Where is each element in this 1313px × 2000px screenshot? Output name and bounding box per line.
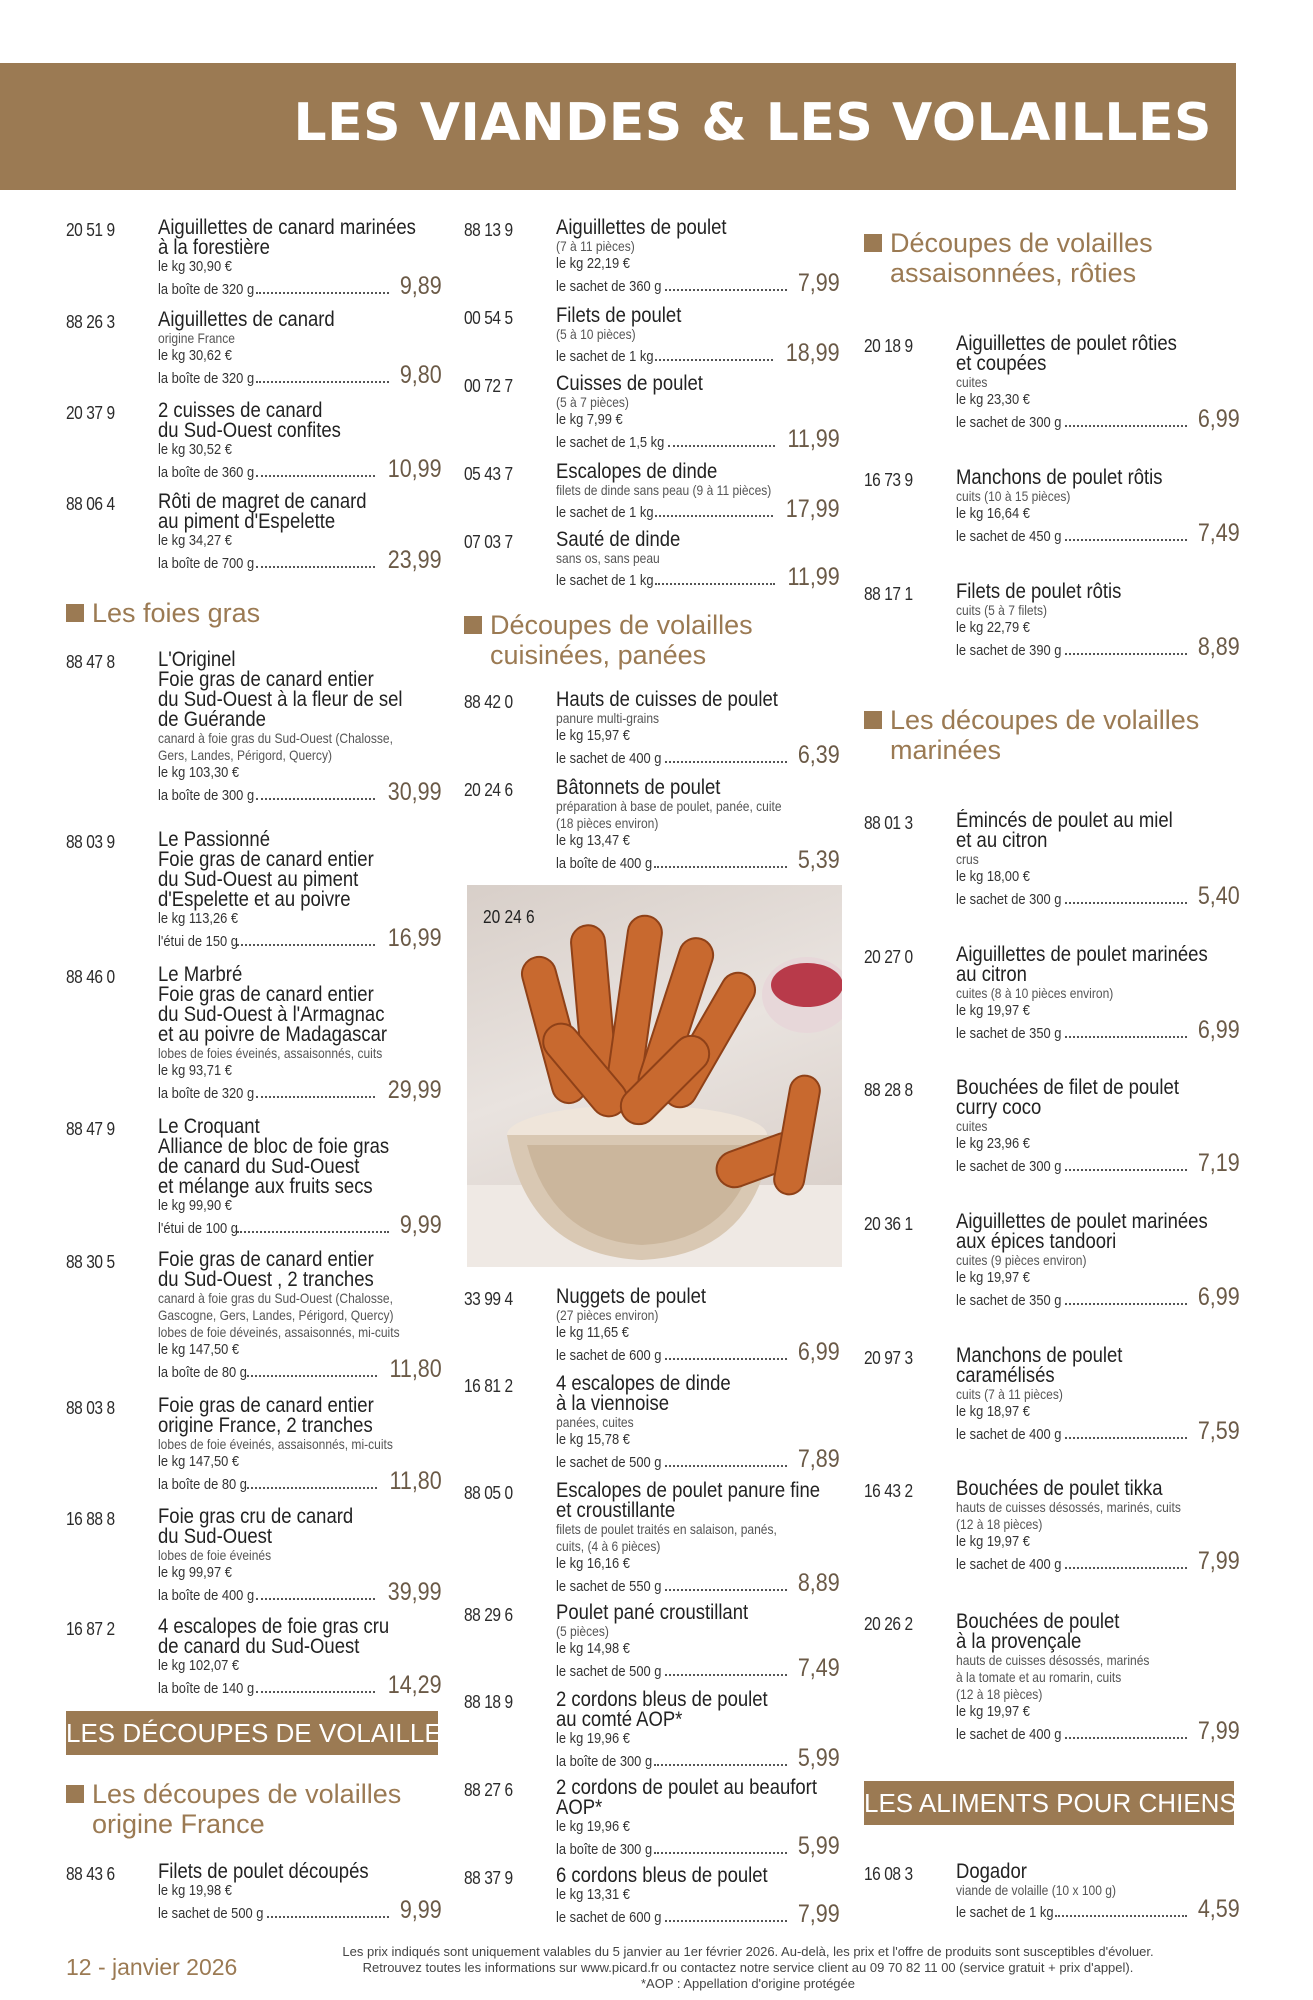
product-code: 88 13 9 (464, 220, 513, 240)
price: 11,80 (389, 1467, 442, 1495)
unit-price: le kg 11,65 € (556, 1324, 629, 1341)
category-title: Découpes de volailles assaisonnées, rôties (864, 228, 1240, 288)
product-name: Manchons de poulet rôtis (956, 466, 1163, 489)
package-size: le sachet de 360 g (556, 278, 662, 295)
price: 4,59 (1198, 1895, 1240, 1923)
page-title: LES VIANDES & LES VOLAILLES (293, 93, 1212, 153)
category-title: Découpes de volailles cuisinées, panées (464, 610, 840, 670)
product-code: 00 72 7 (464, 376, 513, 396)
product-code: 88 47 8 (66, 652, 115, 672)
product-name: Escalopes de dinde (556, 460, 718, 483)
package-size: la boîte de 400 g (556, 855, 653, 872)
product-name: 4 escalopes de foie gras cru de canard du Sud-Ouest (158, 1615, 390, 1658)
package-size: le sachet de 1 kg (556, 572, 654, 589)
product-name: Le Passionné Foie gras de canard entier du Sud-Ouest au piment d'Espelette et au poivre (158, 828, 374, 911)
package-size: le sachet de 400 g (956, 1426, 1062, 1443)
price: 5,39 (798, 846, 840, 874)
product-description: (5 pièces) (556, 1623, 609, 1639)
product-name: 4 escalopes de dinde à la viennoise (556, 1372, 731, 1415)
product-name: Bâtonnets de poulet (556, 776, 721, 799)
product-code: 88 03 9 (66, 832, 115, 852)
product-description: lobes de foie éveinés, assaisonnés, mi-cuits (158, 1436, 393, 1452)
price: 6,39 (798, 741, 840, 769)
product-name: Aiguillettes de poulet rôties et coupées (956, 332, 1177, 375)
price: 11,99 (787, 425, 840, 453)
product-name: L'Originel Foie gras de canard entier du Sud-Ouest à la fleur de sel de Guérande (158, 648, 403, 731)
product-name: Le Croquant Alliance de bloc de foie gras de canard du Sud-Ouest et mélange aux fruits secs (158, 1115, 390, 1198)
package-size: la boîte de 700 g (158, 555, 255, 572)
price: 7,19 (1198, 1149, 1240, 1177)
unit-price: le kg 99,90 € (158, 1197, 232, 1214)
product-code: 16 08 3 (864, 1864, 913, 1884)
price: 30,99 (388, 778, 442, 806)
unit-price: le kg 147,50 € (158, 1453, 240, 1470)
price: 8,89 (798, 1569, 840, 1597)
unit-price: le kg 147,50 € (158, 1341, 240, 1358)
unit-price: le kg 34,27 € (158, 532, 232, 549)
product-description: (27 pièces environ) (556, 1307, 659, 1323)
product-name: Aiguillettes de canard marinées à la forestière (158, 216, 416, 259)
unit-price: le kg 16,64 € (956, 505, 1030, 522)
unit-price: le kg 7,99 € (556, 411, 623, 428)
category-title: Les découpes de volailles marinées (864, 705, 1240, 765)
product-code: 20 36 1 (864, 1214, 913, 1234)
package-size: le sachet de 300 g (956, 891, 1062, 908)
product-description: cuites (8 à 10 pièces environ) (956, 985, 1114, 1001)
product-code: 07 03 7 (464, 532, 513, 552)
product-code: 16 81 2 (464, 1376, 513, 1396)
photo-product-code: 20 24 6 (483, 907, 535, 927)
product-name: Foie gras cru de canard du Sud-Ouest (158, 1505, 354, 1548)
price: 6,99 (1198, 1016, 1240, 1044)
unit-price: le kg 23,30 € (956, 391, 1030, 408)
page-number: 12 - janvier 2026 (66, 1954, 238, 1980)
product-code: 88 29 6 (464, 1605, 513, 1625)
package-size: le sachet de 600 g (556, 1909, 662, 1926)
product-description: filets de poulet traités en salaison, panés, cuits, (4 à 6 pièces) (556, 1521, 777, 1554)
product-name: Bouchées de filet de poulet curry coco (956, 1076, 1179, 1119)
package-size: le sachet de 400 g (556, 750, 662, 767)
price: 29,99 (388, 1076, 442, 1104)
product-description: hauts de cuisses désossés, marinés à la tomate et au romarin, cuits (12 à 18 pièces) (956, 1652, 1150, 1702)
product-code: 88 18 9 (464, 1692, 513, 1712)
product-description: cuites (956, 1118, 988, 1134)
unit-price: le kg 15,97 € (556, 727, 630, 744)
package-size: la boîte de 300 g (556, 1753, 653, 1770)
product-name: Escalopes de poulet panure fine et croustillante (556, 1479, 821, 1522)
price: 7,99 (798, 269, 840, 297)
product-name: Filets de poulet (556, 304, 682, 327)
package-size: le sachet de 500 g (556, 1663, 662, 1680)
package-size: le sachet de 300 g (956, 414, 1062, 431)
product-name: 6 cordons bleus de poulet (556, 1864, 768, 1887)
product-code: 20 97 3 (864, 1348, 913, 1368)
unit-price: le kg 30,90 € (158, 258, 232, 275)
product-description: cuites (956, 374, 988, 390)
chicken-sticks-illustration (467, 885, 842, 1267)
price: 16,99 (388, 924, 442, 952)
price: 7,89 (798, 1445, 840, 1473)
price: 7,49 (1198, 519, 1240, 547)
product-code: 33 99 4 (464, 1289, 513, 1309)
product-code: 88 27 6 (464, 1780, 513, 1800)
product-name: Filets de poulet découpés (158, 1860, 369, 1883)
price: 39,99 (388, 1578, 442, 1606)
package-size: le sachet de 400 g (956, 1556, 1062, 1573)
unit-price: le kg 18,97 € (956, 1403, 1030, 1420)
square-icon (464, 616, 482, 634)
product-name: Aiguillettes de poulet marinées aux épices tandoori (956, 1210, 1208, 1253)
price: 5,99 (798, 1744, 840, 1772)
product-code: 88 42 0 (464, 692, 513, 712)
product-name: Rôti de magret de canard au piment d'Espelette (158, 490, 367, 533)
product-code: 88 26 3 (66, 312, 115, 332)
product-description: hauts de cuisses désossés, marinés, cuits (12 à 18 pièces) (956, 1499, 1181, 1532)
product-name: Nuggets de poulet (556, 1285, 707, 1308)
product-name: Manchons de poulet caramélisés (956, 1344, 1123, 1387)
unit-price: le kg 19,96 € (556, 1818, 630, 1835)
product-name: Hauts de cuisses de poulet (556, 688, 778, 711)
unit-price: le kg 18,00 € (956, 868, 1030, 885)
product-code: 20 27 0 (864, 947, 913, 967)
price: 11,99 (787, 563, 840, 591)
price: 9,80 (400, 361, 442, 389)
product-photo (467, 885, 842, 1267)
unit-price: le kg 113,26 € (158, 910, 239, 927)
unit-price: le kg 102,07 € (158, 1657, 240, 1674)
product-description: cuits (7 à 11 pièces) (956, 1386, 1063, 1402)
package-size: le sachet de 550 g (556, 1578, 662, 1595)
package-size: le sachet de 400 g (956, 1726, 1062, 1743)
product-code: 16 88 8 (66, 1509, 115, 1529)
product-code: 16 73 9 (864, 470, 913, 490)
package-size: la boîte de 300 g (556, 1841, 653, 1858)
product-code: 88 47 9 (66, 1119, 115, 1139)
price: 7,59 (1198, 1417, 1240, 1445)
product-name: 2 cordons de poulet au beaufort AOP* (556, 1776, 817, 1819)
product-description: origine France (158, 330, 235, 346)
price: 7,49 (798, 1654, 840, 1682)
unit-price: le kg 22,79 € (956, 619, 1030, 636)
price: 6,99 (798, 1338, 840, 1366)
product-code: 20 24 6 (464, 780, 513, 800)
price: 14,29 (388, 1671, 442, 1699)
square-icon (66, 604, 84, 622)
product-code: 20 18 9 (864, 336, 913, 356)
package-size: la boîte de 80 g (158, 1476, 247, 1493)
unit-price: le kg 14,98 € (556, 1640, 630, 1657)
unit-price: le kg 30,62 € (158, 347, 232, 364)
product-name: Émincés de poulet au miel et au citron (956, 809, 1173, 852)
price: 6,99 (1198, 405, 1240, 433)
product-code: 88 43 6 (66, 1864, 115, 1884)
product-code: 88 37 9 (464, 1868, 513, 1888)
package-size: la boîte de 320 g (158, 370, 255, 387)
unit-price: le kg 103,30 € (158, 764, 240, 781)
product-code: 88 30 5 (66, 1252, 115, 1272)
unit-price: le kg 23,96 € (956, 1135, 1030, 1152)
price: 5,99 (798, 1832, 840, 1860)
price: 17,99 (786, 495, 840, 523)
package-size: l'étui de 100 g (158, 1220, 238, 1237)
product-code: 16 87 2 (66, 1619, 115, 1639)
product-code: 88 05 0 (464, 1483, 513, 1503)
price: 8,89 (1198, 633, 1240, 661)
price: 10,99 (388, 455, 442, 483)
product-code: 88 06 4 (66, 494, 115, 514)
product-description: crus (956, 851, 979, 867)
product-name: Dogador (956, 1860, 1027, 1883)
product-description: (5 à 10 pièces) (556, 326, 636, 342)
unit-price: le kg 16,16 € (556, 1555, 630, 1572)
unit-price: le kg 19,98 € (158, 1882, 232, 1899)
package-size: la boîte de 400 g (158, 1587, 255, 1604)
unit-price: le kg 13,31 € (556, 1886, 630, 1903)
product-name: Cuisses de poulet (556, 372, 703, 395)
product-description: cuites (9 pièces environ) (956, 1252, 1087, 1268)
product-name: Bouchées de poulet à la provençale (956, 1610, 1120, 1653)
price: 7,99 (1198, 1547, 1240, 1575)
product-code: 88 01 3 (864, 813, 913, 833)
price: 6,99 (1198, 1283, 1240, 1311)
product-description: canard à foie gras du Sud-Ouest (Chalosse, Gers, Landes, Périgord, Quercy) (158, 730, 393, 763)
product-description: lobes de foies éveinés, assaisonnés, cuits (158, 1045, 383, 1061)
package-size: le sachet de 300 g (956, 1158, 1062, 1175)
product-description: filets de dinde sans peau (9 à 11 pièces) (556, 482, 772, 498)
price: 23,99 (388, 546, 442, 574)
price: 7,99 (1198, 1717, 1240, 1745)
price: 7,99 (798, 1900, 840, 1928)
product-code: 88 28 8 (864, 1080, 913, 1100)
section-band: LES DÉCOUPES DE VOLAILLES (66, 1711, 438, 1755)
product-name: Poulet pané croustillant (556, 1601, 749, 1624)
category-title: Les foies gras (66, 598, 442, 628)
product-description: panées, cuites (556, 1414, 634, 1430)
product-name: Bouchées de poulet tikka (956, 1477, 1163, 1500)
product-code: 88 03 8 (66, 1398, 115, 1418)
package-size: l'étui de 150 g (158, 933, 238, 950)
package-size: le sachet de 350 g (956, 1025, 1062, 1042)
price: 9,89 (400, 272, 442, 300)
product-description: viande de volaille (10 x 100 g) (956, 1882, 1116, 1898)
product-code: 20 37 9 (66, 403, 115, 423)
unit-price: le kg 19,97 € (956, 1533, 1030, 1550)
product-code: 00 54 5 (464, 308, 513, 328)
product-code: 05 43 7 (464, 464, 513, 484)
product-code: 20 26 2 (864, 1614, 913, 1634)
product-code: 88 17 1 (864, 584, 913, 604)
product-description: sans os, sans peau (556, 550, 660, 566)
product-name: 2 cordons bleus de poulet au comté AOP* (556, 1688, 768, 1731)
package-size: le sachet de 1 kg (556, 348, 654, 365)
product-description: lobes de foie éveinés (158, 1547, 272, 1563)
product-name: Aiguillettes de canard (158, 308, 335, 331)
unit-price: le kg 19,97 € (956, 1002, 1030, 1019)
square-icon (66, 1785, 84, 1803)
unit-price: le kg 22,19 € (556, 255, 630, 272)
price: 5,40 (1198, 882, 1240, 910)
price: 9,99 (400, 1211, 442, 1239)
package-size: la boîte de 140 g (158, 1680, 255, 1697)
package-size: la boîte de 300 g (158, 787, 255, 804)
package-size: le sachet de 1 kg (956, 1904, 1054, 1921)
unit-price: le kg 99,97 € (158, 1564, 232, 1581)
unit-price: le kg 19,97 € (956, 1269, 1030, 1286)
product-description: panure multi-grains (556, 710, 660, 726)
price: 18,99 (786, 339, 840, 367)
contact-note: Retrouvez toutes les informations sur www.picard.fr ou contactez notre service client au 09 70 82 11 00 (service gratuit + prix d'appel). (362, 1960, 1134, 1975)
product-description: cuits (10 à 15 pièces) (956, 488, 1071, 504)
section-band: LES ALIMENTS POUR CHIENS (864, 1781, 1234, 1825)
product-name: Filets de poulet rôtis (956, 580, 1122, 603)
header-band (0, 63, 1236, 190)
unit-price: le kg 19,96 € (556, 1730, 630, 1747)
product-name: 2 cuisses de canard du Sud-Ouest confites (158, 399, 341, 442)
package-size: le sachet de 1,5 kg (556, 434, 665, 451)
category-title: Les découpes de volailles origine France (66, 1779, 442, 1839)
product-name: Foie gras de canard entier origine France, 2 tranches (158, 1394, 374, 1437)
price: 11,80 (389, 1355, 442, 1383)
unit-price: le kg 15,78 € (556, 1431, 630, 1448)
package-size: la boîte de 320 g (158, 1085, 255, 1102)
unit-price: le kg 19,97 € (956, 1703, 1030, 1720)
unit-price: le kg 13,47 € (556, 832, 630, 849)
package-size: le sachet de 390 g (956, 642, 1062, 659)
product-description: cuits (5 à 7 filets) (956, 602, 1048, 618)
package-size: le sachet de 450 g (956, 528, 1062, 545)
product-code: 20 51 9 (66, 220, 115, 240)
product-description: canard à foie gras du Sud-Ouest (Chalosse, Gascogne, Gers, Landes, Périgord, Quercy) lobes de foie déveinés, assaisonnés, mi-cuits (158, 1290, 400, 1340)
square-icon (864, 234, 882, 252)
package-size: la boîte de 80 g (158, 1364, 247, 1381)
square-icon (864, 711, 882, 729)
package-size: le sachet de 500 g (158, 1905, 264, 1922)
product-code: 16 43 2 (864, 1481, 913, 1501)
product-name: Aiguillettes de poulet marinées au citron (956, 943, 1208, 986)
package-size: le sachet de 500 g (556, 1454, 662, 1471)
product-description: (5 à 7 pièces) (556, 394, 629, 410)
product-code: 88 46 0 (66, 967, 115, 987)
product-name: Sauté de dinde (556, 528, 681, 551)
package-size: le sachet de 350 g (956, 1292, 1062, 1309)
product-name: Le Marbré Foie gras de canard entier du Sud-Ouest à l'Armagnac et au poivre de Madagascar (158, 963, 388, 1046)
price: 9,99 (400, 1896, 442, 1924)
product-description: (7 à 11 pièces) (556, 238, 635, 254)
unit-price: le kg 93,71 € (158, 1062, 232, 1079)
product-description: préparation à base de poulet, panée, cuite (18 pièces environ) (556, 798, 782, 831)
unit-price: le kg 30,52 € (158, 441, 232, 458)
package-size: le sachet de 1 kg (556, 504, 654, 521)
footer-notes (258, 1944, 1238, 1992)
product-name: Aiguillettes de poulet (556, 216, 727, 239)
package-size: la boîte de 320 g (158, 281, 255, 298)
package-size: la boîte de 360 g (158, 464, 255, 481)
validity-note: Les prix indiqués sont uniquement valables du 5 janvier au 1er février 2026. Au-delà, les prix et l'offre de produits sont susceptibles d'évoluer. (342, 1944, 1154, 1959)
product-name: Foie gras de canard entier du Sud-Ouest , 2 tranches (158, 1248, 374, 1291)
package-size: le sachet de 600 g (556, 1347, 662, 1364)
aop-note: *AOP : Appellation d'origine protégée (640, 1976, 855, 1991)
